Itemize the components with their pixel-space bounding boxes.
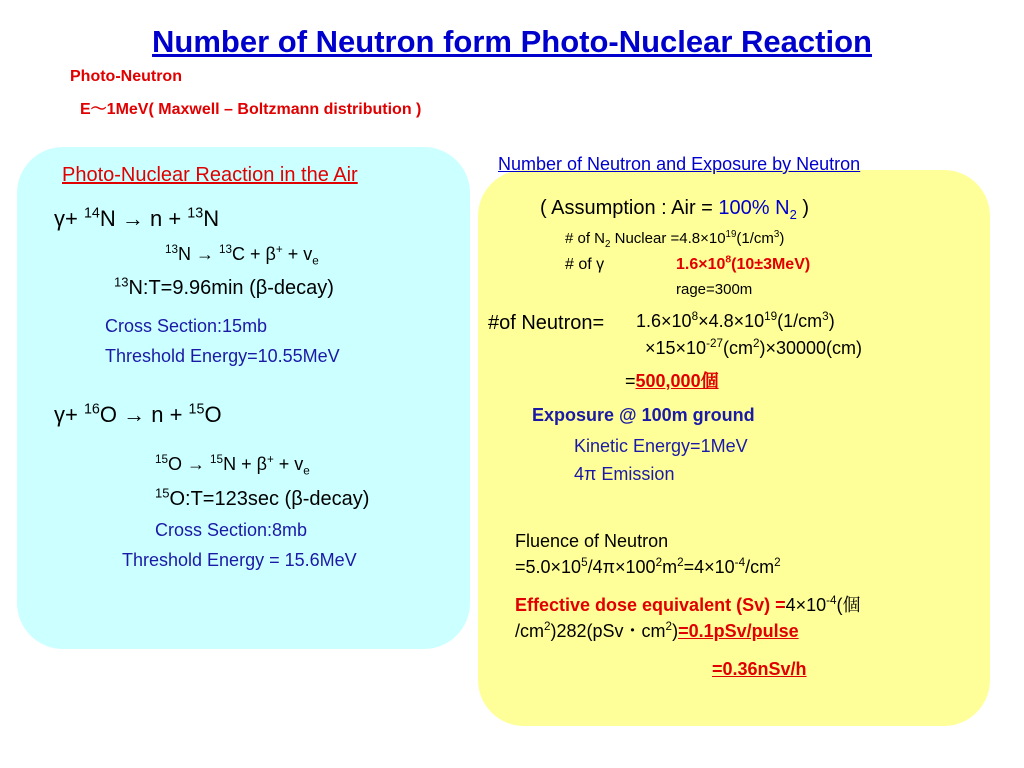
emission: 4π Emission (574, 464, 675, 484)
arrow-icon: → (196, 244, 215, 264)
reaction-n14: γ+ $^{14}$N → n + $^{13}$N (54, 205, 220, 231)
assumption: ( Assumption : Air = 100% $N_2$ ) (540, 197, 810, 222)
neutron-count-formula-1: $1.6\times 10^8\times 4.8\times 10^{19}(1/cm^3)$ (636, 310, 835, 331)
neutron-exposure-heading: Number of Neutron and Exposure by Neutron (498, 154, 861, 174)
threshold-o16: Threshold Energy = 15.6MeV (122, 550, 357, 570)
exposure-heading: Exposure @ 100m ground (532, 405, 755, 425)
halflife-o15: $^{15}$O:T=123sec (β-decay) (155, 485, 370, 510)
effective-dose-line: Effective dose equivalent $(Sv) =4\times 10^{-4}$(個 (515, 594, 861, 615)
air-reaction-heading: Photo-Nuclear Reaction in the Air (62, 164, 358, 186)
final-dose-rate: =0.36nSv/h (712, 659, 807, 679)
arrow-icon: → (123, 402, 146, 427)
gamma-count-label: # of γ (565, 256, 605, 273)
decay-o15: $^{15}O \to ^{15}N + \beta^+ + v_e$ (155, 453, 310, 478)
effective-dose-line-2: $/cm^2)282(pSv$・$cm^2)=0.1pSv$/pulse (515, 620, 799, 641)
page-title: Number of Neutron form Photo-Nuclear Reaction (152, 24, 872, 59)
arrow-icon: → (121, 206, 144, 231)
neutron-count-result: =500,000個 (625, 371, 719, 391)
arrow-icon: → (187, 454, 206, 474)
fluence-formula: $=5.0\times 10^5/4\pi\times 100^2m^2=4\times 10^{-4}/cm^2$ (515, 556, 781, 577)
gamma-count-value: $1.6\times 10^8(10\pm 3MeV)$ (676, 254, 811, 273)
neutron-count-label: #of Neutron= (488, 312, 605, 334)
gamma-range: rage=300m (676, 281, 753, 298)
threshold-n14: Threshold Energy=10.55MeV (105, 346, 340, 366)
decay-n13: $^{13}N \to ^{13}C + \beta^+ + v_e$ (165, 243, 319, 268)
halflife-n13: $^{13}$N:T=9.96min (β-decay) (114, 274, 334, 299)
subtitle-photo-neutron: Photo-Neutron (70, 68, 182, 85)
cross-section-n14: Cross Section:15mb (105, 316, 268, 336)
reaction-o16: γ+ $^{16}$O → n + $^{15}$O (54, 401, 222, 427)
fluence-label: Fluence of Neutron (515, 531, 669, 551)
n2-nuclear-count: # of $N_2$ Nuclear $=4.8\times 10^{19}(1/cm^3)$ (565, 229, 785, 250)
kinetic-energy: Kinetic Energy=1MeV (574, 436, 748, 456)
cross-section-o16: Cross Section:8mb (155, 520, 308, 540)
neutron-count-formula-2: $\times 15\times 10^{-27}(cm^2)\times 30000(cm)$ (645, 337, 863, 358)
subtitle-energy: E～1MeV( Maxwell – Boltzmann distribution ) (80, 101, 422, 118)
